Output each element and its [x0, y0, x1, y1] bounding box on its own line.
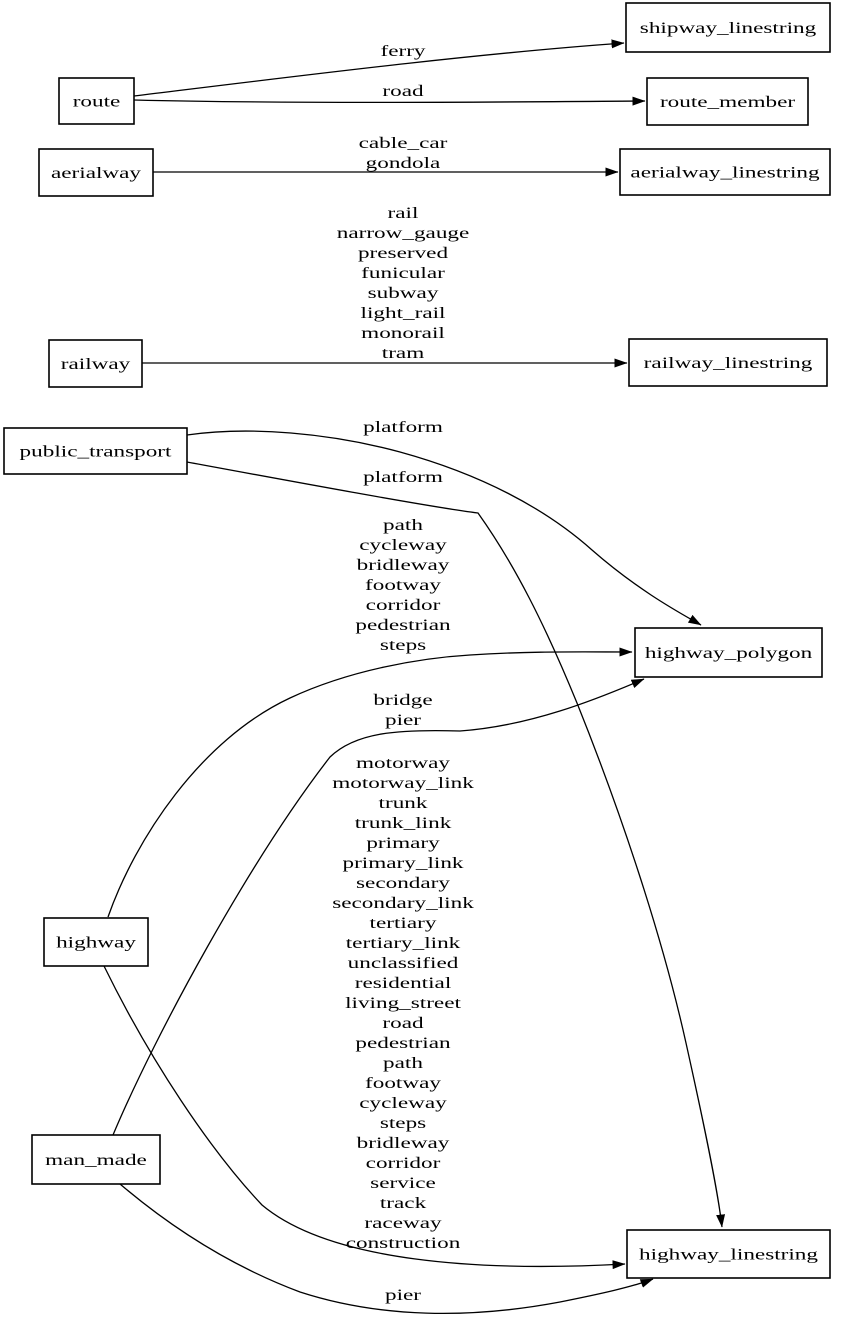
edge-label-highway-polygon: corridor [365, 596, 441, 615]
edge-label-highway-polygon: path [383, 516, 423, 535]
edge-line-route-member [134, 100, 645, 102]
edge-label-highway-linestring: unclassified [347, 954, 459, 973]
edge-label-highway-linestring: path [383, 1054, 423, 1073]
railway-label: railway [60, 355, 131, 374]
edge-label-railway-linestring: funicular [361, 264, 445, 283]
aerialway-label: aerialway [50, 164, 142, 183]
edge-label-highway-linestring: construction [345, 1234, 461, 1253]
edge-line-pt-linestring [187, 462, 722, 1227]
edge-label-highway-linestring: living_street [345, 994, 461, 1013]
edge-label-manmade-linestring: pier [384, 1286, 422, 1305]
node-aerialway_linestring [620, 149, 830, 195]
edge-label-highway-linestring: primary_link [342, 854, 464, 873]
edge-railway-to-railway_linestring [142, 204, 627, 363]
highway_linestring-label: highway_linestring [639, 1245, 818, 1264]
edge-label-highway-linestring: motorway [356, 754, 450, 773]
edge-label-highway-linestring: bridleway [356, 1134, 450, 1153]
edge-label-pt-polygon: platform [363, 418, 443, 437]
railway_linestring-label: railway_linestring [643, 354, 813, 373]
edge-label-highway-linestring: tertiary [369, 914, 437, 933]
shipway_linestring-label: shipway_linestring [639, 19, 817, 38]
edge-label-manmade-polygon: pier [384, 711, 422, 730]
route-label: route [72, 92, 121, 111]
highway-label: highway [56, 933, 136, 952]
edge-label-railway-linestring: preserved [357, 244, 449, 263]
edge-label-highway-linestring: road [382, 1014, 424, 1033]
edge-label-highway-linestring: raceway [364, 1214, 442, 1233]
edge-label-railway-linestring: monorail [361, 324, 445, 343]
edge-aerialway-to-aerialway_linestring [153, 134, 618, 172]
edge-label-railway-linestring: tram [381, 344, 425, 363]
public_transport-label: public_transport [19, 442, 172, 461]
node-highway [44, 918, 148, 966]
route_member-label: route_member [659, 93, 796, 112]
edge-label-railway-linestring: light_rail [360, 304, 446, 323]
edge-label-highway-linestring: trunk_link [354, 814, 452, 833]
edge-label-highway-linestring: footway [365, 1074, 441, 1093]
node-route_member [647, 78, 808, 125]
edge-label-highway-linestring: track [379, 1194, 427, 1213]
node-railway_linestring [629, 339, 827, 386]
node-man_made [32, 1135, 160, 1184]
edge-route-to-shipway_linestring [134, 42, 624, 96]
node-highway_polygon [635, 628, 822, 677]
node-public_transport [4, 428, 187, 474]
edge-label-highway-linestring: pedestrian [355, 1034, 451, 1053]
edge-highway-to-highway_linestring [104, 754, 625, 1266]
edge-label-highway-linestring: secondary_link [332, 894, 474, 913]
edges-layer [104, 42, 722, 1313]
node-aerialway [39, 149, 153, 196]
edge-label-aerialway-linestring: gondola [365, 154, 441, 173]
aerialway_linestring-label: aerialway_linestring [630, 163, 820, 182]
edge-label-highway-polygon: footway [365, 576, 441, 595]
edge-label-highway-linestring: trunk [378, 794, 428, 813]
edge-label-highway-linestring: primary [366, 834, 440, 853]
edge-line-route-shipway [134, 43, 624, 96]
highway_polygon-label: highway_polygon [644, 644, 813, 663]
edge-label-railway-linestring: narrow_gauge [336, 224, 470, 243]
edge-label-highway-linestring: residential [354, 974, 452, 993]
edge-label-railway-linestring: rail [387, 204, 419, 223]
edge-label-highway-polygon: cycleway [359, 536, 447, 555]
edge-public_transport-to-highway_linestring [187, 462, 722, 1227]
edge-label-highway-linestring: secondary [356, 874, 450, 893]
edge-label-highway-linestring: corridor [365, 1154, 441, 1173]
man_made-label: man_made [45, 1151, 147, 1170]
edge-label-highway-linestring: motorway_link [332, 774, 474, 793]
node-shipway_linestring [626, 3, 830, 52]
node-route [59, 78, 134, 124]
edge-label-route-shipway: ferry [380, 42, 426, 61]
edge-label-highway-linestring: steps [379, 1114, 427, 1133]
edge-public_transport-to-highway_polygon [187, 418, 701, 625]
edge-label-pt-linestring: platform [363, 468, 443, 487]
edge-label-highway-linestring: tertiary_link [345, 934, 461, 953]
edge-label-highway-polygon: bridleway [356, 556, 450, 575]
node-railway [49, 340, 142, 387]
edge-label-highway-polygon: steps [379, 636, 427, 655]
edge-label-highway-linestring: cycleway [359, 1094, 447, 1113]
edge-label-aerialway-linestring: cable_car [358, 134, 448, 153]
node-highway_linestring [627, 1230, 830, 1278]
edge-line-pt-polygon [187, 431, 701, 625]
edge-route-to-route_member [134, 82, 645, 102]
edge-label-route-member: road [382, 82, 424, 101]
edge-label-highway-polygon: pedestrian [355, 616, 451, 635]
edge-label-manmade-polygon: bridge [373, 691, 433, 710]
edge-label-railway-linestring: subway [367, 284, 439, 303]
edge-label-highway-linestring: service [370, 1174, 436, 1193]
